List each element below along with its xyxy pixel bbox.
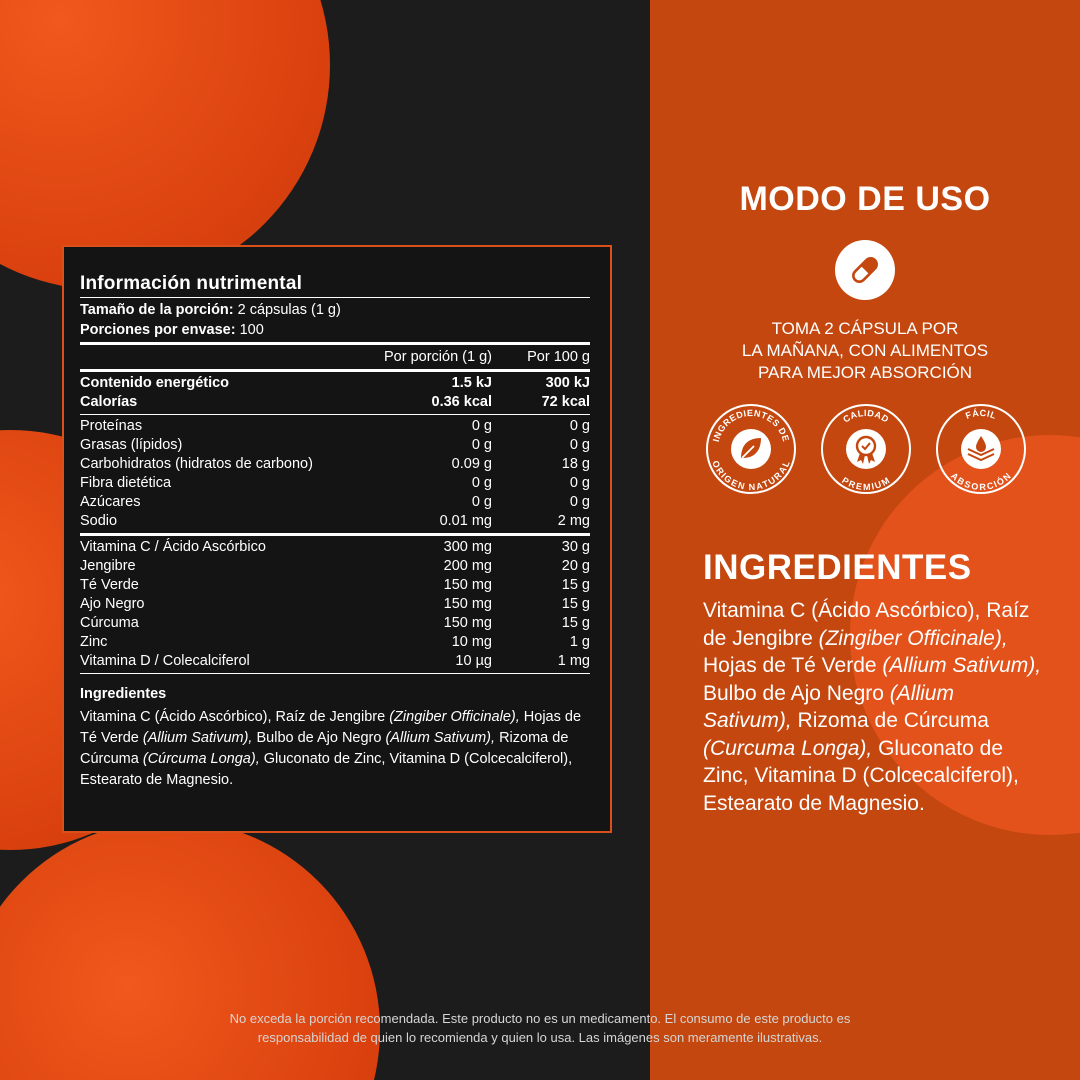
serving-label: Tamaño de la porción: [80, 302, 234, 318]
nutrition-row [80, 393, 590, 412]
per-serving-value: 0 g [471, 418, 492, 434]
per-100-value: 0 g [569, 475, 590, 491]
divider [80, 342, 590, 345]
per-serving-value: 0.09 g [451, 456, 492, 472]
ingredient-text: (Zingiber Officinale), [389, 709, 520, 725]
per-serving-value: 0.36 kcal [431, 394, 492, 410]
per-100-value: 18 g [561, 456, 590, 472]
usage-title: MODO DE USO [739, 180, 991, 218]
per-serving-header: Por porción (1 g) [384, 349, 492, 365]
nutrient-name: Sodio [80, 513, 118, 529]
nutrient-name: Vitamina C / Ácido Ascórbico [80, 539, 266, 555]
usage-line: TOMA 2 CÁPSULA POR [771, 319, 959, 338]
per-100-header: Por 100 g [527, 349, 590, 365]
per-serving-value: 150 mg [443, 615, 492, 631]
nutrition-row [80, 633, 590, 652]
ingredient-text: (Allium Sativum), [703, 681, 954, 732]
nutrient-name: Vitamina D / Colecalciferol [80, 653, 250, 669]
nutrient-name: Carbohidratos (hidratos de carbono) [80, 456, 313, 472]
ingredients-text [80, 707, 590, 791]
nutrition-row [80, 595, 590, 614]
usage-line: PARA MEJOR ABSORCIÓN [757, 363, 973, 382]
nutrition-row [80, 493, 590, 512]
ingredient-text: (Allium Sativum), [882, 654, 1042, 677]
easy-absorption-badge [934, 402, 1028, 496]
ingredient-text: Vitamina C (Ácido Ascórbico), Raíz de Jengibre [80, 709, 390, 725]
per-100-value: 2 mg [557, 513, 590, 529]
usage-line: LA MAÑANA, CON ALIMENTOS [741, 341, 989, 360]
nutrition-row [80, 436, 590, 455]
per-serving-value: 1.5 kJ [451, 375, 492, 391]
servings-label: Porciones por envase: [80, 322, 236, 338]
nutrient-name: Fibra dietética [80, 475, 172, 491]
nutrient-name: Contenido energético [80, 375, 230, 391]
ingredient-text: Gluconato de Zinc, Vitamina D (Colcecalciferol), Estearato de Magnesio. [80, 751, 573, 788]
nutrient-name: Azúcares [80, 494, 141, 510]
per-100-value: 1 mg [557, 653, 590, 669]
ingredient-text: Rizoma de Cúrcuma [791, 709, 989, 732]
per-serving-value: 150 mg [443, 577, 492, 593]
ingredient-text: (Zingiber Officinale), [818, 626, 1008, 650]
nutrient-name: Calorías [80, 394, 138, 410]
nutrition-title: Información nutrimental [80, 273, 303, 294]
nutrition-row [80, 417, 590, 436]
ingredients-heading: Ingredientes [80, 686, 167, 702]
capsule-icon [835, 240, 895, 300]
ingredient-text: Gluconato de Zinc, Vitamina D (Colcecalciferol), Estearato de Magnesio. [703, 736, 1019, 815]
usage-instructions [680, 318, 1050, 384]
ingredient-text: Rizoma de Cúrcuma [80, 730, 569, 767]
nutrient-name: Zinc [80, 634, 108, 650]
per-serving-value: 0 g [471, 475, 492, 491]
per-serving-value: 0 g [471, 437, 492, 453]
ingredient-text: (Curcuma Longa), [703, 736, 873, 760]
ingredient-text: Hojas de Té Verde [80, 709, 582, 746]
svg-text:ABSORCIÓN [949, 471, 1013, 492]
per-100-value: 0 g [569, 437, 590, 453]
divider [80, 533, 590, 536]
badge-top-text: FÁCIL [964, 407, 998, 421]
nutrient-name: Té Verde [80, 577, 139, 593]
disclaimer [0, 1009, 1080, 1047]
ingredient-text: Vitamina C (Ácido Ascórbico), Raíz de Jengibre [703, 599, 1030, 650]
disclaimer-line: No exceda la porción recomendada. Este producto no es un medicamento. El consumo de este producto es [229, 1011, 851, 1026]
servings-per-container [80, 320, 590, 340]
per-100-value: 72 kcal [541, 394, 590, 410]
per-serving-value: 300 mg [443, 539, 492, 555]
nutrition-row [80, 557, 590, 576]
per-100-value: 300 kJ [545, 375, 590, 391]
disclaimer-line: responsabilidad de quien lo recomienda y quien lo usa. Las imágenes son meramente ilustrativas. [257, 1030, 823, 1045]
nutrition-row [80, 474, 590, 493]
per-serving-value: 0 g [471, 494, 492, 510]
ingredient-text: (Cúrcuma Longa), [142, 751, 260, 767]
nutrition-row [80, 538, 590, 557]
serving-size [80, 300, 590, 320]
badge-bottom-text: ORIGEN NATURAL [710, 459, 792, 493]
nutrition-row [80, 374, 590, 393]
per-100-value: 15 g [561, 615, 590, 631]
column-headers [80, 348, 590, 367]
nutrition-row [80, 455, 590, 474]
energy-rows [80, 374, 590, 412]
nutrition-facts-panel [62, 245, 612, 833]
per-100-value: 1 g [569, 634, 590, 650]
per-100-value: 20 g [561, 558, 590, 574]
ingredients-title: INGREDIENTES [703, 548, 972, 587]
nutrition-row [80, 652, 590, 671]
divider [80, 673, 590, 674]
ingredient-text: Bulbo de Ajo Negro [252, 730, 386, 746]
per-serving-value: 10 µg [455, 653, 492, 669]
serving-value: 2 cápsulas (1 g) [237, 302, 341, 318]
per-100-value: 15 g [561, 596, 590, 612]
ingredients-list [703, 597, 1048, 817]
badge-top-text: INGREDIENTES DE [710, 407, 792, 443]
servings-value: 100 [239, 322, 264, 338]
nutrient-name: Ajo Negro [80, 596, 145, 612]
svg-text:FÁCIL [964, 408, 998, 421]
ingredient-text: (Allium Sativum), [385, 730, 496, 746]
per-serving-value: 150 mg [443, 596, 492, 612]
nutrient-name: Grasas (lípidos) [80, 437, 183, 453]
nutrient-name: Cúrcuma [80, 615, 139, 631]
svg-text:CALIDAD [841, 408, 891, 425]
vitamin-rows [80, 538, 590, 671]
per-serving-value: 200 mg [443, 558, 492, 574]
per-100-value: 15 g [561, 577, 590, 593]
nutrient-rows [80, 417, 590, 531]
ingredient-text: (Allium Sativum), [142, 730, 253, 746]
premium-quality-badge [819, 402, 913, 496]
badge-bottom-text: PREMIUM [840, 475, 892, 493]
right-background [650, 0, 1080, 1080]
nutrition-row [80, 614, 590, 633]
natural-origin-badge [704, 402, 798, 496]
ingredient-text: Bulbo de Ajo Negro [703, 681, 890, 705]
divider [80, 297, 590, 298]
divider [80, 369, 590, 372]
divider [80, 414, 590, 415]
per-100-value: 0 g [569, 418, 590, 434]
badge-top-text: CALIDAD [841, 407, 891, 425]
nutrition-row [80, 576, 590, 595]
per-serving-value: 0.01 mg [439, 513, 492, 529]
per-serving-value: 10 mg [451, 634, 492, 650]
nutrient-name: Jengibre [80, 558, 136, 574]
nutrition-row [80, 512, 590, 531]
ingredient-text: Hojas de Té Verde [703, 654, 883, 677]
nutrient-name: Proteínas [80, 418, 143, 434]
per-100-value: 0 g [569, 494, 590, 510]
badge-bottom-text: ABSORCIÓN [949, 470, 1013, 493]
per-100-value: 30 g [561, 539, 590, 555]
